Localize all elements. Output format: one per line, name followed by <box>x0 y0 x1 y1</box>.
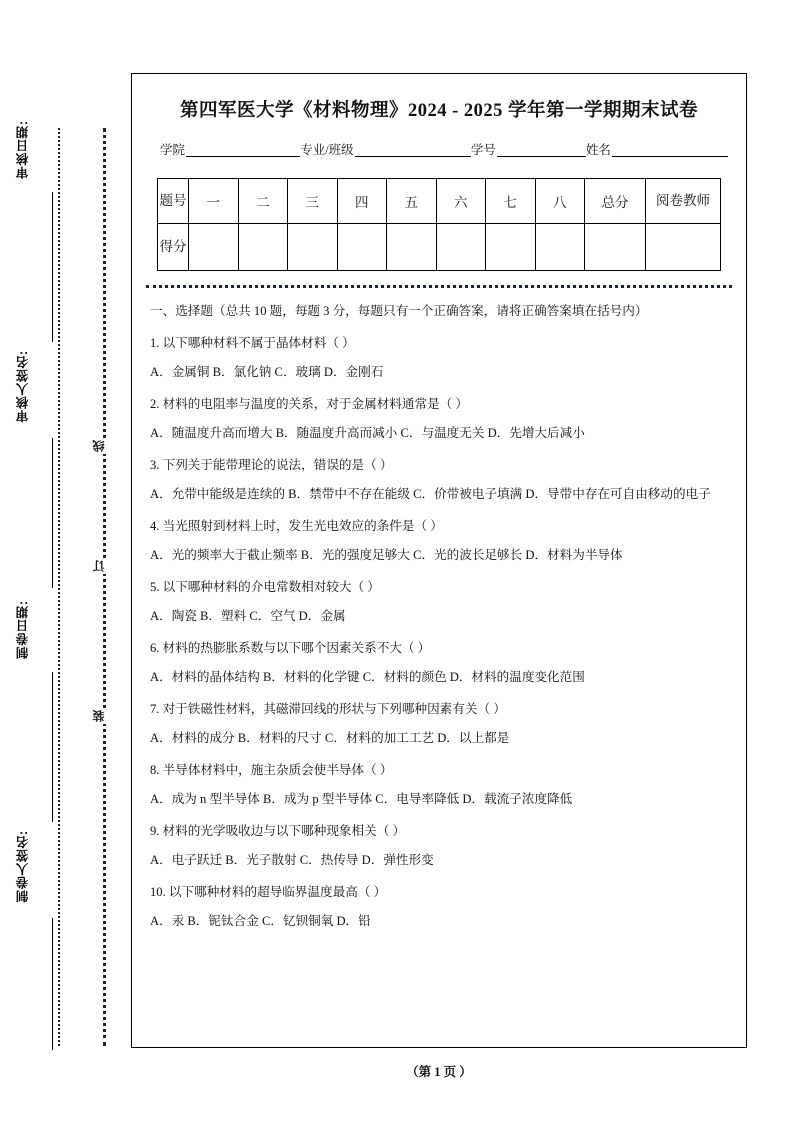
question-1 <box>150 334 728 354</box>
produce-date-rule <box>52 672 53 822</box>
col-header-3: 三 <box>288 179 338 224</box>
col-header-2: 二 <box>238 179 288 224</box>
fold-mark-seal: 装 <box>90 708 118 724</box>
question-9-number: 9. <box>150 823 160 838</box>
question-4-options: A．光的频率大于截止频率 B．光的强度足够大 C．光的波长足够长 D．材料为半导体 <box>150 548 623 563</box>
reviewer-signature-label: 审核人签名: <box>16 350 30 423</box>
score-cell-8[interactable] <box>535 224 585 271</box>
question-2-number: 2. <box>150 396 160 411</box>
question-8 <box>150 761 728 781</box>
col-header-4: 四 <box>337 179 387 224</box>
question-1-number: 1. <box>150 335 160 350</box>
question-4-text: 当光照射到材料上时，发生光电效应的条件是（ ） <box>162 518 443 533</box>
question-5 <box>150 578 728 598</box>
score-cell-total[interactable] <box>585 224 646 271</box>
college-field[interactable] <box>186 143 300 157</box>
question-6-options: A．材料的晶体结构 B．材料的化学键 C．材料的颜色 D．材料的温度变化范围 <box>150 670 585 685</box>
page-footer: （第 1 页 ） <box>406 1065 472 1079</box>
section-dotted-divider <box>146 285 732 288</box>
question-3-options: A．允带中能级是连续的 B．禁带中不存在能级 C．价带被电子填满 D．导带中存在可自由移动的电子 <box>150 487 711 502</box>
question-3 <box>150 456 728 476</box>
question-10-options: A．汞 B．铌钛合金 C．钇钡铜氧 D．铅 <box>150 914 371 929</box>
question-8-text: 半导体材料中，施主杂质会使半导体（ ） <box>162 762 393 777</box>
fold-mark-bind: 订 <box>90 558 118 574</box>
major-class-field[interactable] <box>355 143 471 157</box>
question-7-number: 7. <box>150 701 160 716</box>
question-body <box>150 302 728 932</box>
score-cell-4[interactable] <box>337 224 387 271</box>
question-2-options: A．随温度升高而增大 B．随温度升高而减小 C．与温度无关 D．先增大后减小 <box>150 426 585 441</box>
fold-mark-line: 线 <box>90 438 118 454</box>
row-label-question-no: 题号 <box>158 179 189 224</box>
question-7-options: A．材料的成分 B．材料的尺寸 C．材料的加工工艺 D．以上都是 <box>150 731 510 746</box>
reviewer-signature-rule <box>52 438 53 588</box>
question-2 <box>150 395 728 415</box>
question-10 <box>150 883 728 903</box>
col-header-total: 总分 <box>585 179 646 224</box>
exam-sheet <box>131 73 747 1048</box>
col-header-8: 八 <box>535 179 585 224</box>
question-7 <box>150 700 728 720</box>
question-1-text: 以下哪种材料不属于晶体材料（ ） <box>162 335 355 350</box>
inner-sealing-dotted-line <box>103 128 106 1046</box>
major-class-label: 专业/班级 <box>300 143 354 157</box>
producer-signature-rule <box>52 918 53 1050</box>
question-3-number: 3. <box>150 457 160 472</box>
section-heading: 一、选择题（总共 10 题，每题 3 分，每题只有一个正确答案，请将正确答案填在括号内） <box>150 304 648 318</box>
score-cell-7[interactable] <box>486 224 536 271</box>
student-info-row <box>160 140 728 158</box>
question-3-text: 下列关于能带理论的说法，错误的是（ ） <box>162 457 393 472</box>
question-8-options: A．成为 n 型半导体 B．成为 p 型半导体 C．电导率降低 D．载流子浓度降低 <box>150 792 573 807</box>
question-4-number: 4. <box>150 518 160 533</box>
row-label-score: 得分 <box>158 224 189 271</box>
review-date-rule <box>52 192 53 342</box>
question-10-text: 以下哪种材料的超导临界温度最高（ ） <box>168 884 387 899</box>
score-table <box>157 178 721 271</box>
col-header-6: 六 <box>436 179 486 224</box>
question-10-number: 10. <box>150 884 166 899</box>
score-cell-6[interactable] <box>436 224 486 271</box>
outer-sealing-dotted-line <box>58 128 60 1046</box>
producer-signature-label: 制卷人签名: <box>16 830 30 903</box>
produce-date-label: 制卷日期: <box>16 600 30 660</box>
question-7-text: 对于铁磁性材料，其磁滞回线的形状与下列哪种因素有关（ ） <box>162 701 506 716</box>
score-cell-2[interactable] <box>238 224 288 271</box>
question-8-number: 8. <box>150 762 160 777</box>
col-header-marker: 阅卷教师 <box>646 179 721 224</box>
col-header-5: 五 <box>387 179 437 224</box>
question-4 <box>150 517 728 537</box>
question-6-text: 材料的热膨胀系数与以下哪个因素关系不大（ ） <box>162 640 431 655</box>
score-cell-5[interactable] <box>387 224 437 271</box>
table-row <box>158 224 721 271</box>
name-field[interactable] <box>612 143 728 157</box>
table-row <box>158 179 721 224</box>
question-9-options: A．电子跃迁 B．光子散射 C．热传导 D．弹性形变 <box>150 853 434 868</box>
score-cell-marker[interactable] <box>646 224 721 271</box>
student-id-label: 学号 <box>470 143 496 157</box>
col-header-7: 七 <box>486 179 536 224</box>
college-label: 学院 <box>160 143 186 157</box>
question-5-number: 5. <box>150 579 160 594</box>
score-cell-1[interactable] <box>189 224 239 271</box>
page-title: 第四军医大学《材料物理》2024 - 2025 学年第一学期期末试卷 <box>179 101 699 121</box>
review-date-label: 审核日期: <box>16 120 30 180</box>
question-5-text: 以下哪种材料的介电常数相对较大（ ） <box>162 579 380 594</box>
question-9-text: 材料的光学吸收边与以下哪种现象相关（ ） <box>162 823 406 838</box>
col-header-1: 一 <box>189 179 239 224</box>
score-cell-3[interactable] <box>288 224 338 271</box>
question-6 <box>150 639 728 659</box>
student-id-field[interactable] <box>497 143 586 157</box>
question-6-number: 6. <box>150 640 160 655</box>
question-9 <box>150 822 728 842</box>
left-margin-annotations <box>14 120 70 1050</box>
name-label: 姓名 <box>585 143 611 157</box>
question-2-text: 材料的电阻率与温度的关系，对于金属材料通常是（ ） <box>162 396 469 411</box>
question-1-options: A．金属铜 B．氯化钠 C．玻璃 D．金刚石 <box>150 365 384 380</box>
question-5-options: A．陶瓷 B．塑料 C．空气 D．金属 <box>150 609 346 624</box>
